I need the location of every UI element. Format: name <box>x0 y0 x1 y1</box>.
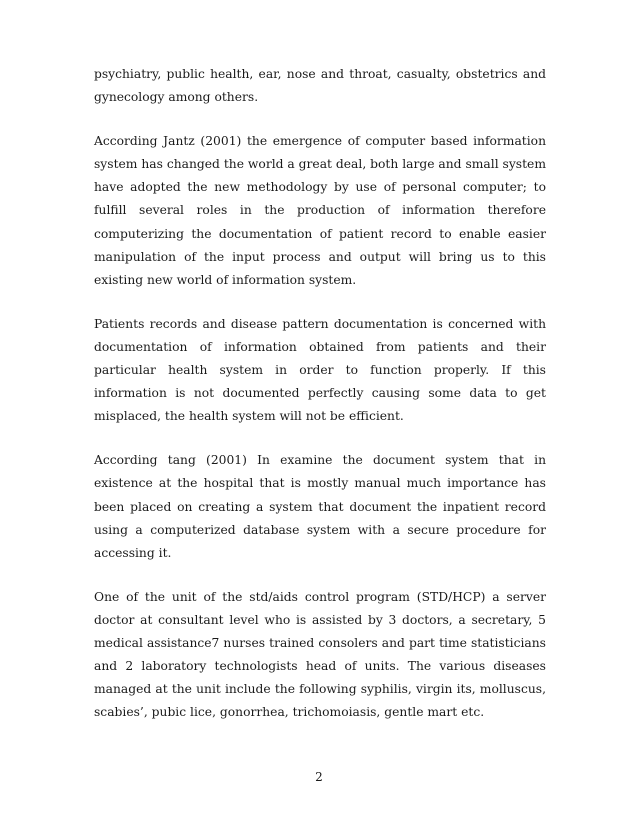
paragraph: According tang (2001) In examine the document system that in existence at the hospital that is mostly manual much importance has been placed on creating a system that document the inpatient record using a computerized database system with a secure procedure for accessing it. <box>94 453 546 560</box>
paragraph: psychiatry, public health, ear, nose and throat, casualty, obstetrics and gynecology among others. <box>94 67 546 105</box>
paragraph: Patients records and disease pattern documentation is concerned with documentation of information obtained from patients and their particular health system in order to function properly. If this information is not documented perfectly causing some data to get misplaced, the health system will not be efficient. <box>94 316 546 424</box>
page-body <box>94 63 546 745</box>
page-number: 2 <box>315 770 323 784</box>
paragraph: One of the unit of the std/aids control program (STD/HCP) a server doctor at consultant level who is assisted by 3 doctors, a secretary, 5 medical assistance7 nurses trained consolers and part time statisticians and 2 laboratory technologists head of units. The various diseases managed at the unit include the following syphilis, virgin its, molluscus, scabies’, pubic lice, gonorrhea, trichomoiasis, gentle mart etc. <box>94 589 546 720</box>
paragraph: According Jantz (2001) the emergence of computer based information system has changed the world a great deal, both large and small system have adopted the new methodology by use of personal computer; to fulfill several roles in the production of information therefore computerizing the documentation of patient record to enable easier manipulation of the input process and output will bring us to this existing new world of information system. <box>94 134 546 287</box>
